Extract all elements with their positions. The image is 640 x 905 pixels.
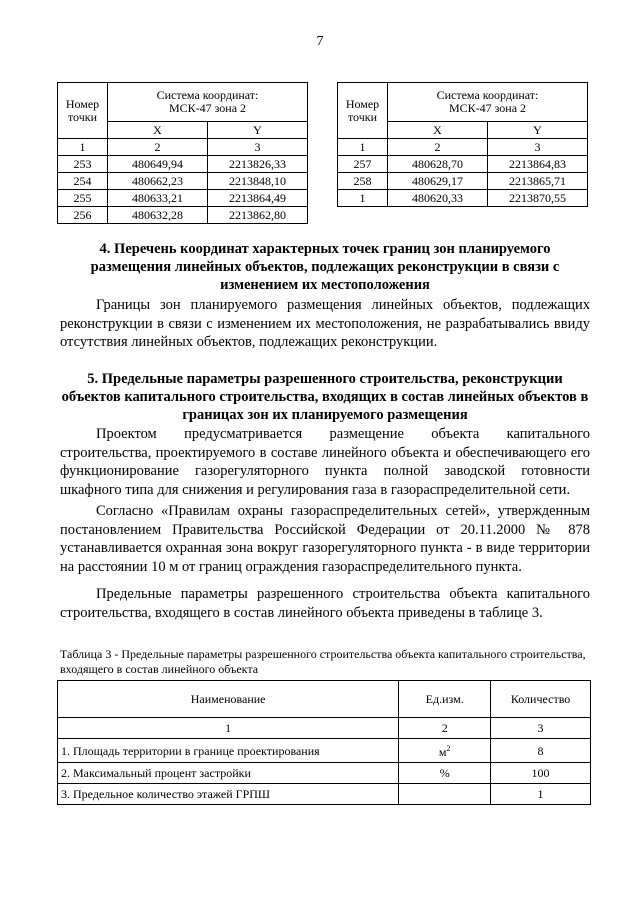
header-quantity: Количество <box>491 681 591 718</box>
page-number: 7 <box>316 34 324 49</box>
header-point-number: Номер точки <box>338 83 388 139</box>
table-row: 256 480632,28 2213862,80 <box>58 207 308 224</box>
header-coordinate-system: Система координат: МСК-47 зона 2 <box>108 83 308 122</box>
table-row: 1. Площадь территории в границе проектирования $м^2$ 8 <box>58 739 591 763</box>
header-y: Y <box>208 122 308 139</box>
section-4-paragraph: Границы зон планируемого размещения линейных объектов, подлежащих реконструкции в связи с изменением их местоположения, не разрабатывались ввиду отсутствия линейных объектов, подлежащих реконструкции. <box>60 297 590 350</box>
table-row: 1 480620,33 2213870,55 <box>338 190 588 207</box>
coordinates-table-left <box>57 82 308 224</box>
header-point-number: Номер точки <box>58 83 108 139</box>
header-name: Наименование <box>58 681 399 718</box>
table-row: 257 480628,70 2213864,83 <box>338 156 588 173</box>
index-row: 1 2 3 <box>58 718 591 739</box>
coordinates-table-right <box>337 82 588 207</box>
header-unit: Ед.изм. <box>399 681 491 718</box>
index-row: 1 2 3 <box>338 139 588 156</box>
section-5-paragraph-2: Согласно «Правилам охраны газораспределительных сетей», утвержденным постановлением Правительства Российской Федерации от 20.11.2000 № 878 устанавливается охранная зона вокруг газорегуляторного пункта - в виде территории на расстоянии 10 м от границ ограждения газораспределительного пункта. <box>60 503 590 575</box>
header-y: Y <box>488 122 588 139</box>
table-3-caption: Таблица 3 - Предельные параметры разрешенного строительства объекта капитального строительства, входящего в состав линейного объекта <box>60 647 586 676</box>
index-row: 1 2 3 <box>58 139 308 156</box>
section-5-paragraph-3: Предельные параметры разрешенного строительства объекта капитального строительства, входящего в состав линейного объекта приведены в таблице 3. <box>60 586 590 621</box>
header-x: X <box>108 122 208 139</box>
parameters-table <box>57 680 591 805</box>
table-row: 258 480629,17 2213865,71 <box>338 173 588 190</box>
table-row: 253 480649,94 2213826,33 <box>58 156 308 173</box>
header-x: X <box>388 122 488 139</box>
section-4-title: 4. Перечень координат характерных точек границ зон планируемого размещения линейных объектов, подлежащих реконструкции в связи с изменением их местоположения <box>90 241 560 293</box>
table-row: 2. Максимальный процент застройки % 100 <box>58 763 591 784</box>
header-coordinate-system: Система координат: МСК-47 зона 2 <box>388 83 588 122</box>
table-row: 255 480633,21 2213864,49 <box>58 190 308 207</box>
table-row: 3. Предельное количество этажей ГРПШ 1 <box>58 784 591 805</box>
table-row: 254 480662,23 2213848,10 <box>58 173 308 190</box>
section-5-title: 5. Предельные параметры разрешенного строительства, реконструкции объектов капитального строительства, входящих в состав линейных объектов в границах зон их планируемого размещения <box>61 371 589 423</box>
section-5-paragraph-1: Проектом предусматривается размещение объекта капитального строительства, проектируемого в составе линейного объекта и обеспечивающего его функционирование газорегуляторного пункта полной заводской готовности шкафного типа для снижения и регулирования газа в газораспределительной сети. <box>60 426 590 498</box>
